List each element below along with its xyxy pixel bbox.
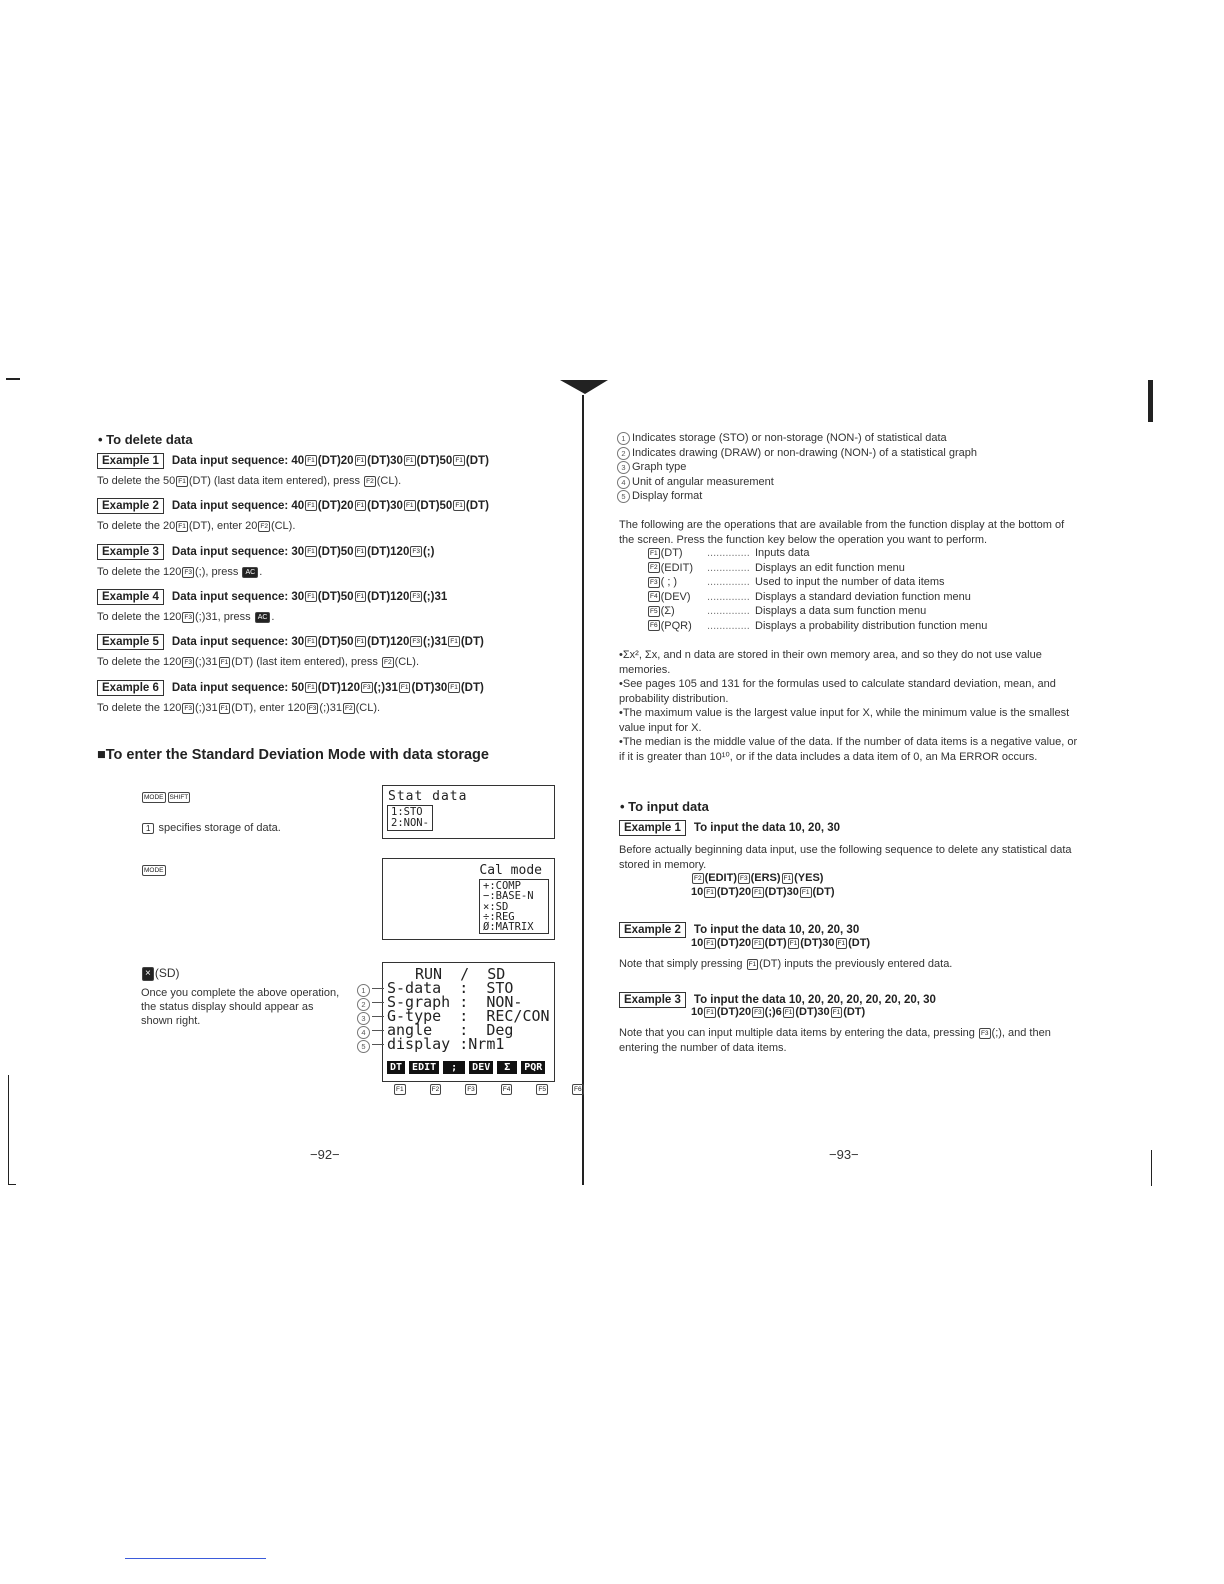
shift-key: SHIFT — [169, 794, 189, 802]
legend-item — [617, 432, 947, 445]
note-item: •See pages 105 and 131 for the formulas used to calculate standard deviation, mean, and probability distribution. — [619, 678, 1056, 705]
fn-sigma: Σ — [497, 1061, 517, 1074]
f1-key: F1 — [650, 549, 658, 557]
f1-key: F1 — [405, 457, 414, 465]
delete-example — [97, 634, 484, 668]
example-1-desc: Before actually beginning data input, use the following sequence to delete any statistical data stored in memory. — [619, 844, 1072, 871]
f1-key: F1 — [455, 502, 463, 510]
f3-key: F3 — [739, 874, 748, 882]
page-number-right: −93− — [829, 1147, 859, 1162]
example-2-seq: 10 F1 (DT)20 F1 (DT) F1 (DT)30 F1 (DT) — [691, 937, 871, 949]
example-title: To input the data 10, 20, 30 — [693, 822, 841, 834]
legend-text: Indicates drawing (DRAW) or non-drawing (NON-) of a statistical graph — [632, 446, 977, 459]
f3-key: F3 — [412, 638, 420, 646]
f1-key: F1 — [405, 502, 414, 510]
example-header — [97, 498, 489, 514]
operation-row — [647, 591, 971, 603]
delete-example — [97, 589, 447, 623]
lcd-options: +:COMP −:BASE-N ×:SD ÷:REG Ø:MATRIX — [479, 879, 549, 934]
gutter-top-mark — [560, 378, 610, 398]
f1-key: F1 — [307, 457, 315, 465]
f3-key: F3 — [362, 684, 371, 692]
key-1: 1 — [142, 823, 154, 834]
f1-key: F1 — [220, 704, 229, 712]
lcd-title: Cal mode — [479, 863, 542, 878]
delete-heading: • To delete data — [98, 432, 193, 447]
lcd-status-display — [382, 962, 555, 1082]
f1-key: F1 — [450, 638, 458, 646]
example-3-seq: 10 F1 (DT)20 F3 (;)6 F1 (DT)30 F1 (DT) — [691, 1006, 866, 1018]
leader-dots: .............. — [707, 576, 750, 588]
page-number-left: −92− — [310, 1147, 340, 1162]
f3-key: F3 — [412, 548, 420, 556]
legend-number: 5 — [617, 490, 630, 503]
example-2-note: Note that simply pressing F1 (DT) inputs the previously entered data. — [619, 958, 953, 970]
f1-key: F1 — [754, 888, 762, 896]
f2-key: F2 — [694, 874, 702, 882]
f3-key: F3 — [412, 593, 420, 601]
leader-dots: .............. — [707, 605, 750, 617]
f6-key: F6 — [650, 622, 658, 630]
example-label: Example 3 — [97, 544, 164, 560]
operation-key: F4 (DEV) — [650, 590, 691, 603]
operation-key: F3 ( ; ) — [650, 576, 678, 588]
f1-key: F1 — [837, 939, 846, 947]
lcd-options: 1:STO 2:NON- — [387, 805, 433, 831]
f1-key: F1 — [356, 593, 365, 601]
operation-desc: Displays a probability distribution function menu — [755, 619, 988, 632]
f3-key: F3 — [467, 1086, 475, 1093]
f1-key: F1 — [220, 658, 229, 666]
fn-semicolon: ; — [443, 1061, 465, 1074]
operation-key: F5 (Σ) — [650, 605, 675, 617]
example-header — [97, 453, 489, 469]
function-bar — [387, 1061, 545, 1074]
f3-key: F3 — [650, 578, 658, 586]
f1-key: F1 — [801, 888, 810, 896]
f3-key: F3 — [308, 704, 317, 712]
f2-key: F2 — [383, 658, 392, 666]
example-head: Data input sequence: — [171, 636, 292, 648]
example-head: Data input sequence: — [171, 500, 292, 512]
step3-key: × (SD) — [141, 966, 180, 981]
f1-key: F1 — [450, 684, 458, 692]
right-edge-rule — [1151, 1150, 1152, 1186]
example-head: Data input sequence: — [171, 546, 292, 558]
example-label: Example 1 — [619, 820, 686, 836]
ac-key: AC — [242, 567, 258, 578]
example-label: Example 3 — [619, 992, 686, 1008]
operation-row — [647, 562, 905, 574]
f1-key: F1 — [178, 522, 186, 530]
fn-pqr: PQR — [521, 1061, 545, 1074]
note-item: •The median is the middle value of the data. If the number of data items is a negative value, or if it is greater than 10¹⁰, or if the data includes a data item of 0, an Ma ERROR occurs. — [619, 736, 1078, 763]
operation-key: F2 (EDIT) — [650, 561, 693, 574]
step1-keys — [141, 789, 191, 807]
operation-row — [647, 620, 987, 632]
operation-key: F1 (DT) — [650, 547, 683, 559]
step3-description: Once you complete the above operation, the status display should appear as shown right. — [141, 987, 340, 1027]
footer-link-line — [125, 1558, 266, 1559]
left-edge-rule — [8, 1075, 9, 1185]
example-head: Data input sequence: — [171, 455, 292, 467]
operation-desc: Inputs data — [755, 547, 810, 559]
example-sequence: 40 F1 (DT)20 F1 (DT)30 F1 (DT)50 F1 (DT) — [291, 455, 489, 467]
leader-dots: .............. — [707, 561, 750, 574]
example-description: To delete the 20 F1 (DT), enter 20 F2 (CL). — [97, 520, 296, 532]
example-sequence: 50 F1 (DT)120 F3 (;)31 F1 (DT)30 F1 (DT) — [291, 682, 484, 694]
status-callouts: 1 2 3 4 5 — [357, 980, 384, 1050]
f3-key: F3 — [184, 613, 192, 621]
leader-dots: .............. — [707, 547, 750, 559]
legend-item — [617, 476, 774, 489]
f2-key: F2 — [260, 522, 268, 530]
example-header — [97, 634, 484, 650]
delete-example — [97, 498, 489, 532]
f5-key: F5 — [538, 1086, 546, 1093]
operation-desc: Displays an edit function menu — [755, 561, 905, 574]
example-label: Example 5 — [97, 634, 164, 650]
ops-intro: The following are the operations that are available from the function display at the bottom of the screen. Press the function key below the operation you want to perform. — [619, 519, 1065, 546]
lcd-title: Stat data — [388, 789, 468, 804]
mode-key: MODE — [144, 794, 164, 802]
f1-key: F1 — [307, 502, 315, 510]
example-description: To delete the 120 F3 (;)31, press AC . — [97, 611, 275, 623]
f1-key: F1 — [396, 1086, 404, 1093]
example-sequence: 30 F1 (DT)50 F1 (DT)120 F3 (;) — [291, 546, 435, 558]
legend-number: 2 — [617, 447, 630, 460]
status-header: RUN / SD — [415, 965, 506, 983]
lcd-stat-data — [382, 785, 555, 839]
input-heading: • To input data — [620, 799, 709, 814]
legend-number: 4 — [617, 476, 630, 489]
operation-desc: Displays a data sum function menu — [755, 605, 927, 617]
f1-key: F1 — [356, 548, 365, 556]
delete-example — [97, 544, 434, 578]
step1-description: 1 specifies storage of data. — [141, 822, 281, 834]
f1-key: F1 — [832, 1008, 841, 1016]
ac-key: AC — [255, 612, 271, 623]
example-description: To delete the 120 F3 (;)31 F1 (DT), enter 120 F3 (;)31 F2 (CL). — [97, 702, 381, 714]
example-1-seq2: 10 F1 (DT)20 F1 (DT)30 F1 (DT) — [691, 886, 835, 898]
f1-key: F1 — [783, 874, 792, 882]
function-keys — [393, 1084, 585, 1095]
crop-mark — [8, 1184, 16, 1185]
f1-key: F1 — [706, 939, 714, 947]
note-item: •Σx², Σx, and n data are stored in their own memory area, and so they do not use value memories. — [619, 649, 1042, 676]
operation-desc: Displays a standard deviation function menu — [755, 590, 971, 603]
example-title: To input the data 10, 20, 20, 30 — [693, 924, 860, 936]
leader-dots: .............. — [707, 619, 750, 632]
example-title: To input the data 10, 20, 20, 20, 20, 20, 20, 30 — [693, 994, 936, 1006]
legend-item — [617, 461, 686, 474]
step2-keys — [141, 862, 167, 880]
f1-key: F1 — [307, 593, 315, 601]
f4-key: F4 — [650, 593, 658, 601]
f1-key: F1 — [356, 457, 365, 465]
leader-dots: .............. — [707, 590, 750, 603]
example-description: To delete the 120 F3 (;), press AC . — [97, 566, 263, 578]
example-label: Example 2 — [97, 498, 164, 514]
f3-key: F3 — [184, 704, 192, 712]
f1-key: F1 — [178, 477, 186, 485]
f1-key: F1 — [706, 1008, 714, 1016]
example-3-note: Note that you can input multiple data items by entering the data, pressing F3 (;), and then entering the number of data items. — [619, 1027, 1051, 1054]
f1-key: F1 — [455, 457, 463, 465]
input-example-1 — [619, 820, 840, 836]
operation-row — [647, 576, 945, 588]
f6-key: F6 — [573, 1086, 582, 1093]
f3-key: F3 — [980, 1029, 989, 1037]
example-label: Example 2 — [619, 922, 686, 938]
f1-key: F1 — [307, 638, 315, 646]
legend-text: Display format — [632, 490, 703, 502]
example-label: Example 1 — [97, 453, 164, 469]
f5-key: F5 — [650, 607, 658, 615]
operation-row — [647, 547, 809, 559]
note-item: •The maximum value is the largest value input for X, while the minimum value is the smallest value input for X. — [619, 707, 1070, 734]
f1-key: F1 — [754, 939, 762, 947]
example-1-seq1: F2 (EDIT) F3 (ERS) F1 (YES) — [694, 872, 824, 884]
example-label: Example 6 — [97, 680, 164, 696]
f1-key: F1 — [789, 939, 798, 947]
right-edge-rule — [1148, 380, 1153, 422]
legend-item — [617, 490, 702, 503]
f2-key: F2 — [345, 704, 353, 712]
example-head: Data input sequence: — [171, 591, 292, 603]
f2-key: F2 — [431, 1086, 440, 1093]
operation-key: F6 (PQR) — [650, 619, 692, 632]
legend-text: Graph type — [632, 461, 687, 473]
f1-key: F1 — [356, 502, 365, 510]
crop-mark — [6, 378, 20, 380]
delete-example — [97, 453, 489, 487]
delete-example — [97, 680, 484, 714]
f2-key: F2 — [366, 477, 374, 485]
example-header — [97, 544, 434, 560]
example-description: To delete the 50 F1 (DT) (last data item entered), press F2 (CL). — [97, 475, 402, 487]
multiply-key: × — [142, 967, 154, 981]
legend-number: 1 — [617, 432, 630, 445]
f4-key: F4 — [502, 1086, 511, 1093]
fn-dt: DT — [387, 1061, 405, 1074]
example-sequence: 40 F1 (DT)20 F1 (DT)30 F1 (DT)50 F1 (DT) — [291, 500, 489, 512]
example-header — [97, 589, 447, 605]
lcd-cal-mode — [382, 858, 555, 940]
section-title: ■To enter the Standard Deviation Mode with data storage — [97, 747, 489, 763]
f1-key: F1 — [356, 638, 365, 646]
example-sequence: 30 F1 (DT)50 F1 (DT)120 F3 (;)31 F1 (DT) — [291, 636, 484, 648]
example-description: To delete the 120 F3 (;)31 F1 (DT) (last item entered), press F2 (CL). — [97, 656, 420, 668]
status-lines: S-data : STO S-graph : NON- G-type : REC/CON angle : Deg display :Nrm1 — [387, 979, 550, 1053]
example-label: Example 4 — [97, 589, 164, 605]
mode-key: MODE — [144, 867, 164, 875]
example-sequence: 30 F1 (DT)50 F1 (DT)120 F3 (;)31 — [291, 591, 448, 603]
f1-key: F1 — [307, 684, 315, 692]
operation-desc: Used to input the number of data items — [755, 576, 945, 588]
f3-key: F3 — [754, 1008, 762, 1016]
f3-key: F3 — [184, 658, 192, 666]
example-head: Data input sequence: — [171, 682, 292, 694]
f1-key: F1 — [706, 888, 714, 896]
example-header — [97, 680, 484, 696]
f3-key: F3 — [184, 568, 192, 576]
legend-text: Unit of angular measurement — [632, 475, 774, 488]
operation-row — [647, 605, 926, 617]
legend-number: 3 — [617, 461, 630, 474]
f1-key: F1 — [784, 1008, 793, 1016]
legend-text: Indicates storage (STO) or non-storage (NON-) of statistical data — [632, 432, 947, 444]
fn-edit: EDIT — [409, 1061, 439, 1074]
center-gutter-rule — [582, 395, 584, 1185]
f1-key: F1 — [400, 684, 409, 692]
legend-item — [617, 447, 977, 460]
f1-key: F1 — [748, 960, 757, 968]
f1-key: F1 — [307, 548, 315, 556]
input-example-2 — [619, 922, 859, 938]
f2-key: F2 — [650, 564, 658, 572]
fn-dev: DEV — [469, 1061, 493, 1074]
